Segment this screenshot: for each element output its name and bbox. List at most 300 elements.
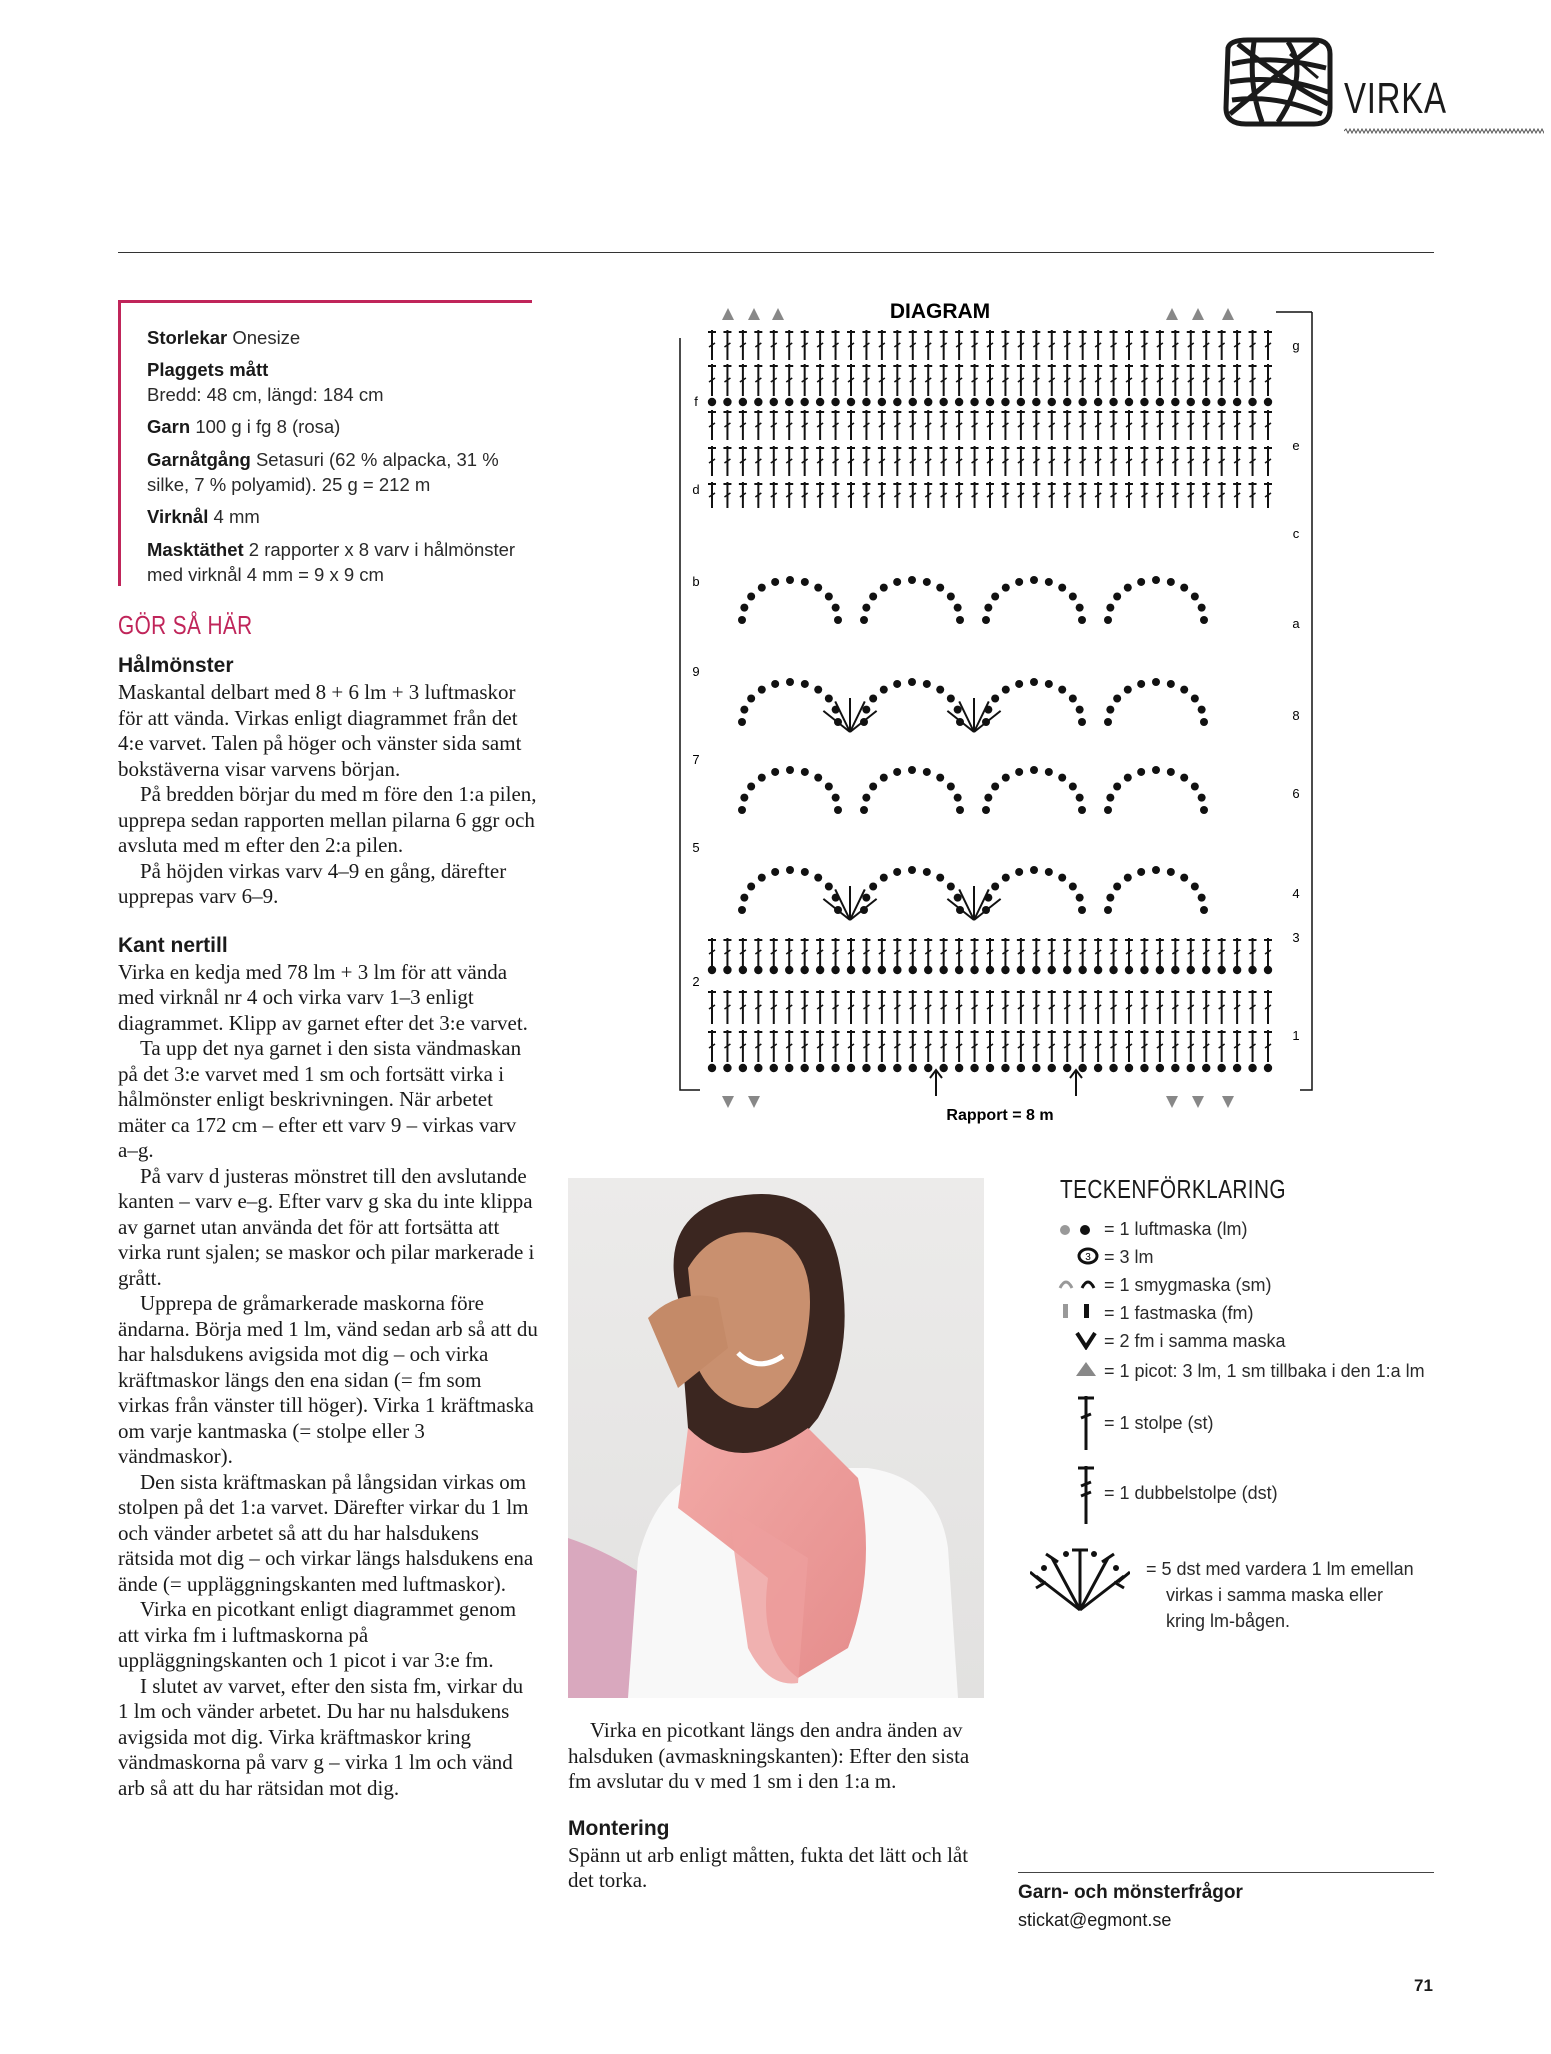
- chain-mark: [1187, 966, 1195, 974]
- chain-mark: [954, 706, 962, 714]
- chain-mark: [739, 966, 747, 974]
- chain-mark: [1048, 398, 1056, 406]
- chain-mark: [909, 398, 917, 406]
- chain-mark: [1113, 882, 1121, 890]
- chain-mark: [801, 680, 809, 688]
- chain-mark: [869, 592, 877, 600]
- chain-mark: [1017, 1064, 1025, 1072]
- chain-mark: [831, 966, 839, 974]
- chain-mark: [947, 592, 955, 600]
- chain-mark: [771, 680, 779, 688]
- chain-mark: [825, 782, 833, 790]
- chain-mark: [862, 794, 870, 802]
- slip-stitch-icon: [1058, 1276, 1100, 1292]
- chain-mark: [1152, 678, 1160, 686]
- chain-mark: [862, 398, 870, 406]
- chain-mark: [893, 966, 901, 974]
- chain-mark: [1140, 966, 1148, 974]
- section-heading: GÖR SÅ HÄR: [118, 610, 253, 640]
- row-label-left: b: [692, 574, 700, 589]
- chain-mark: [1104, 806, 1112, 814]
- chain-mark: [1078, 806, 1086, 814]
- picot-mark: [1192, 1096, 1204, 1108]
- chain-mark: [1015, 578, 1023, 586]
- chain-mark: [770, 966, 778, 974]
- chain-mark: [785, 966, 793, 974]
- chain-mark: [747, 882, 755, 890]
- model-photo: [568, 1178, 984, 1698]
- chain-mark: [1180, 584, 1188, 592]
- info-storlek: Storlekar Onesize: [147, 327, 301, 348]
- chain-mark: [1002, 874, 1010, 882]
- chain-mark: [708, 966, 716, 974]
- chain-mark: [1113, 694, 1121, 702]
- fan-stitch-icon: [1030, 1546, 1130, 1614]
- chain-mark: [1124, 584, 1132, 592]
- section-label: VIRKA: [1344, 74, 1447, 123]
- chain-mark: [747, 592, 755, 600]
- chain-mark: [708, 398, 716, 406]
- chain-mark: [1152, 766, 1160, 774]
- legend-st: = 1 stolpe (st): [1104, 1413, 1214, 1433]
- chain-mark: [1078, 1064, 1086, 1072]
- chain-mark: [947, 694, 955, 702]
- chain-mark: [869, 882, 877, 890]
- chain-mark: [1152, 866, 1160, 874]
- chain-mark: [1137, 578, 1145, 586]
- frame-right: [1300, 312, 1312, 1090]
- chain-mark: [860, 806, 868, 814]
- heading-montering: Montering: [568, 1816, 670, 1840]
- chain-mark: [1202, 1064, 1210, 1072]
- heading-halmonster: Hålmönster: [118, 654, 234, 677]
- chain-mark: [880, 686, 888, 694]
- chain-mark: [909, 966, 917, 974]
- chain-mark: [1104, 718, 1112, 726]
- chain-mark: [785, 1064, 793, 1072]
- chain-mark: [1017, 966, 1025, 974]
- left-column: [118, 652, 538, 1801]
- double-crochet-icon: [1074, 1394, 1098, 1454]
- contact-email[interactable]: stickat@egmont.se: [1018, 1910, 1172, 1930]
- chain-mark: [834, 616, 842, 624]
- chain-mark: [862, 706, 870, 714]
- legend-fan-line1: = 5 dst med vardera 1 lm emellan: [1146, 1559, 1414, 1579]
- chain-mark: [955, 966, 963, 974]
- chain-mark: [970, 1064, 978, 1072]
- chain-mark: [771, 768, 779, 776]
- chain-mark: [970, 398, 978, 406]
- chain-mark: [1264, 398, 1272, 406]
- chain-mark: [785, 398, 793, 406]
- chain-mark: [1233, 398, 1241, 406]
- chain-mark: [1076, 794, 1084, 802]
- chain-mark: [893, 1064, 901, 1072]
- legend-dst: = 1 dubbelstolpe (dst): [1104, 1483, 1278, 1503]
- chain-mark: [1069, 592, 1077, 600]
- heading-kant: Kant nertill: [118, 933, 228, 957]
- kant-p2: Ta upp det nya garnet i den sista vändmaskan på det 3:e varvet med 1 sm och fortsätt virka i hålmönster enligt beskrivningen. När arbetet mäter ca 172 cm – efter ett varv 9 – virkas varv a–g.: [118, 1036, 522, 1162]
- row-label-left: 2: [692, 974, 700, 989]
- chain-mark: [986, 966, 994, 974]
- chain-mark: [1191, 694, 1199, 702]
- halmonster-p2: På bredden börjar du med m före den 1:a pilen, upprepa sedan rapporten mellan pilarna 6 ggr och avsluta med m efter den 2:a pilen.: [118, 782, 537, 857]
- chain-mark: [740, 706, 748, 714]
- picot-mark: [1166, 1096, 1178, 1108]
- chain-mark: [1002, 584, 1010, 592]
- chain-mark: [862, 604, 870, 612]
- chain-mark: [739, 398, 747, 406]
- chain-mark: [1109, 398, 1117, 406]
- chain-mark: [786, 678, 794, 686]
- chain-mark: [1045, 868, 1053, 876]
- chain-mark: [991, 694, 999, 702]
- chain-mark: [1200, 906, 1208, 914]
- row-label-left: 9: [692, 664, 700, 679]
- chain-mark: [801, 768, 809, 776]
- chain-mark: [758, 686, 766, 694]
- chain-mark: [1248, 1064, 1256, 1072]
- chain-mark: [816, 398, 824, 406]
- chain-mark: [1030, 576, 1038, 584]
- row-label-right: c: [1292, 526, 1300, 541]
- contact-rule: [1018, 1872, 1434, 1873]
- chain-mark: [947, 882, 955, 890]
- chain-mark: [869, 782, 877, 790]
- chain-mark: [986, 398, 994, 406]
- chain-mark: [847, 966, 855, 974]
- chain-mark: [862, 1064, 870, 1072]
- row-label-right: a: [1292, 616, 1300, 631]
- three-chain-icon: [1076, 1246, 1100, 1266]
- chain-mark: [816, 1064, 824, 1072]
- chain-mark: [909, 1064, 917, 1072]
- chain-mark: [1078, 616, 1086, 624]
- legend-title: TECKENFÖRKLARING: [1060, 1174, 1286, 1204]
- chain-mark: [862, 966, 870, 974]
- row-label-right: e: [1292, 438, 1300, 453]
- chain-mark: [991, 882, 999, 890]
- chain-mark: [954, 894, 962, 902]
- chain-mark: [984, 794, 992, 802]
- chain-mark: [923, 680, 931, 688]
- chain-mark: [1217, 398, 1225, 406]
- chain-mark: [1045, 768, 1053, 776]
- row-label-right: 6: [1292, 786, 1300, 801]
- kant-p4: Upprepa de gråmarkerade maskorna före ändarna. Börja med 1 lm, vänd sedan arb så att du har halsdukens avigsida mot dig – och virka kräftmaskor längs den ena sidan (= fm som virkas från vänster till höger). Virka 1 kräftmaska om varje kantmaska (= stolpe eller 3 vändmaskor).: [118, 1291, 538, 1468]
- chain-mark: [1217, 1064, 1225, 1072]
- chain-mark: [893, 768, 901, 776]
- chain-mark: [1106, 604, 1114, 612]
- top-rule: [118, 252, 1434, 253]
- chain-mark: [816, 966, 824, 974]
- chain-mark: [1167, 578, 1175, 586]
- chain-mark: [738, 806, 746, 814]
- picot-mark: [748, 1096, 760, 1108]
- chain-mark: [1200, 718, 1208, 726]
- zigzag-divider: [1344, 128, 1544, 134]
- chain-mark: [923, 868, 931, 876]
- chain-mark: [878, 1064, 886, 1072]
- chain-mark: [982, 806, 990, 814]
- chain-mark: [847, 398, 855, 406]
- chain-mark: [1069, 882, 1077, 890]
- chain-mark: [956, 806, 964, 814]
- chain-mark: [1058, 686, 1066, 694]
- chain-mark: [825, 882, 833, 890]
- chain-mark: [723, 1064, 731, 1072]
- chain-mark: [1125, 1064, 1133, 1072]
- legend-sm: = 1 smygmaska (sm): [1104, 1275, 1272, 1295]
- chain-mark: [740, 794, 748, 802]
- chain-mark: [924, 966, 932, 974]
- chain-mark: [939, 398, 947, 406]
- chain-mark: [991, 592, 999, 600]
- picot-mark: [1222, 308, 1234, 320]
- legend-picot: = 1 picot: 3 lm, 1 sm tillbaka i den 1:a lm: [1104, 1361, 1425, 1381]
- svg-text:3: 3: [1085, 1252, 1091, 1263]
- chain-mark: [831, 398, 839, 406]
- diagram-title: DIAGRAM: [889, 300, 991, 323]
- chain-mark: [1017, 398, 1025, 406]
- picot-mark: [722, 308, 734, 320]
- chain-mark: [758, 584, 766, 592]
- chain-mark: [1104, 616, 1112, 624]
- chain-mark: [860, 616, 868, 624]
- row-label-right: 4: [1292, 886, 1300, 901]
- yarn-ball-icon: [1218, 34, 1336, 130]
- chain-mark: [1198, 604, 1206, 612]
- chain-mark: [1078, 398, 1086, 406]
- chain-mark: [1233, 1064, 1241, 1072]
- chain-mark: [1078, 906, 1086, 914]
- chain-mark: [1078, 966, 1086, 974]
- chain-mark: [893, 578, 901, 586]
- chain-mark: [1124, 774, 1132, 782]
- picot-mark: [748, 308, 760, 320]
- chain-mark: [1124, 686, 1132, 694]
- chain-mark: [747, 782, 755, 790]
- chain-mark: [723, 966, 731, 974]
- chain-mark: [1106, 794, 1114, 802]
- chain-mark: [1200, 806, 1208, 814]
- chain-mark: [1137, 680, 1145, 688]
- chain-mark: [1264, 1064, 1272, 1072]
- rapport-arrow-right: [1070, 1070, 1082, 1096]
- chain-mark: [908, 678, 916, 686]
- chain-mark: [800, 1064, 808, 1072]
- chain-mark: [1106, 894, 1114, 902]
- chain-mark: [970, 966, 978, 974]
- chain-mark: [825, 694, 833, 702]
- chain-mark: [1125, 966, 1133, 974]
- chain-mark: [982, 616, 990, 624]
- two-sc-icon: [1074, 1330, 1098, 1350]
- chain-mark: [1140, 1064, 1148, 1072]
- chain-mark: [880, 874, 888, 882]
- chain-mark: [1076, 604, 1084, 612]
- chain-mark: [1167, 868, 1175, 876]
- chain-mark: [923, 768, 931, 776]
- chain-mark: [936, 774, 944, 782]
- chain-mark: [893, 868, 901, 876]
- single-crochet-icon: [1060, 1302, 1096, 1320]
- legend-lm: = 1 luftmaska (lm): [1104, 1219, 1248, 1239]
- chain-mark: [1217, 966, 1225, 974]
- chain-mark: [1030, 766, 1038, 774]
- chain-mark: [1125, 398, 1133, 406]
- chain-mark: [786, 766, 794, 774]
- chain-stitch-icon: [1058, 1222, 1098, 1238]
- chain-mark: [1030, 678, 1038, 686]
- chain-mark: [738, 906, 746, 914]
- chain-mark: [1137, 868, 1145, 876]
- info-box: [118, 300, 532, 586]
- chain-mark: [1094, 398, 1102, 406]
- chain-mark: [1094, 1064, 1102, 1072]
- chain-mark: [1156, 398, 1164, 406]
- row-label-right: g: [1292, 338, 1300, 353]
- chain-mark: [1032, 966, 1040, 974]
- chain-mark: [1002, 686, 1010, 694]
- chain-mark: [814, 686, 822, 694]
- chain-mark: [754, 966, 762, 974]
- chain-mark: [936, 874, 944, 882]
- chain-mark: [1171, 398, 1179, 406]
- chain-mark: [754, 1064, 762, 1072]
- chain-mark: [738, 718, 746, 726]
- chain-mark: [1032, 1064, 1040, 1072]
- chain-mark: [939, 966, 947, 974]
- legend-fm2: = 2 fm i samma maska: [1104, 1331, 1286, 1351]
- chain-mark: [1002, 774, 1010, 782]
- chain-mark: [1198, 706, 1206, 714]
- chain-mark: [832, 794, 840, 802]
- chain-mark: [1058, 584, 1066, 592]
- chain-mark: [832, 604, 840, 612]
- chain-mark: [754, 398, 762, 406]
- chain-mark: [1001, 966, 1009, 974]
- chain-mark: [1198, 794, 1206, 802]
- info-masktathet: Masktäthet 2 rapporter x 8 varv i hålmönster med virknål 4 mm = 9 x 9 cm: [147, 539, 516, 585]
- info-matt: Plaggets mått Bredd: 48 cm, längd: 184 cm: [147, 359, 384, 405]
- chain-mark: [1063, 398, 1071, 406]
- chain-mark: [956, 616, 964, 624]
- chain-mark: [1167, 768, 1175, 776]
- chain-mark: [1001, 1064, 1009, 1072]
- chain-mark: [1048, 1064, 1056, 1072]
- picot-mark: [772, 308, 784, 320]
- chain-mark: [1248, 398, 1256, 406]
- chain-mark: [893, 398, 901, 406]
- chain-mark: [1167, 680, 1175, 688]
- chain-mark: [1156, 966, 1164, 974]
- chain-mark: [723, 398, 731, 406]
- chain-mark: [1058, 874, 1066, 882]
- chain-mark: [834, 806, 842, 814]
- kant-p3: På varv d justeras mönstret till den avslutande kanten – varv e–g. Efter varv g ska du inte klippa av garnet utan använda det för att fortsätta att virka runt sjalen; se maskor och pilar markerade i grått.: [118, 1163, 535, 1290]
- halmonster-p3: På höjden virkas varv 4–9 en gång, därefter upprepas varv 6–9.: [118, 858, 507, 908]
- chain-mark: [1140, 398, 1148, 406]
- chain-mark: [986, 1064, 994, 1072]
- chain-mark: [1058, 774, 1066, 782]
- chain-mark: [740, 604, 748, 612]
- chain-mark: [1109, 966, 1117, 974]
- chain-mark: [758, 774, 766, 782]
- chain-mark: [1187, 1064, 1195, 1072]
- chain-mark: [955, 398, 963, 406]
- chain-mark: [814, 774, 822, 782]
- picot-mark: [722, 1096, 734, 1108]
- chain-mark: [1048, 966, 1056, 974]
- row-label-left: f: [694, 394, 698, 409]
- chain-mark: [739, 1064, 747, 1072]
- chain-mark: [984, 604, 992, 612]
- chain-mark: [954, 794, 962, 802]
- chain-mark: [880, 774, 888, 782]
- legend-lm3: = 3 lm: [1104, 1247, 1154, 1267]
- chain-mark: [1187, 398, 1195, 406]
- middle-column: [568, 1718, 984, 1894]
- chain-mark: [908, 576, 916, 584]
- crochet-diagram: [640, 290, 1340, 1150]
- picot-mark: [1222, 1096, 1234, 1108]
- chain-mark: [1109, 1064, 1117, 1072]
- chain-mark: [1069, 782, 1077, 790]
- halmonster-p1: Maskantal delbart med 8 + 6 lm + 3 luftmaskor för att vända. Virkas enligt diagrammet från det 4:e varvet. Talen på höger och vänster sida samt bokstäverna visar varvens början.: [118, 680, 522, 781]
- chain-mark: [1076, 894, 1084, 902]
- chain-mark: [1180, 686, 1188, 694]
- chain-mark: [1152, 576, 1160, 584]
- chain-mark: [1015, 680, 1023, 688]
- chain-mark: [936, 584, 944, 592]
- chain-mark: [869, 694, 877, 702]
- row-label-left: 7: [692, 752, 700, 767]
- picot-mark: [1166, 308, 1178, 320]
- chain-mark: [1202, 398, 1210, 406]
- chain-mark: [1156, 1064, 1164, 1072]
- kant-p1: Virka en kedja med 78 lm + 3 lm för att vända med virknål nr 4 och virka varv 1–3 enligt diagrammet. Klipp av garnet efter det 3:e varvet.: [118, 959, 528, 1035]
- chain-mark: [786, 576, 794, 584]
- chain-mark: [738, 616, 746, 624]
- chain-mark: [1264, 966, 1272, 974]
- chain-mark: [1113, 592, 1121, 600]
- chain-mark: [1233, 966, 1241, 974]
- chain-mark: [847, 1064, 855, 1072]
- chain-mark: [758, 874, 766, 882]
- chain-mark: [800, 398, 808, 406]
- row-label-right: 1: [1292, 1028, 1300, 1043]
- chain-mark: [878, 398, 886, 406]
- chain-mark: [862, 894, 870, 902]
- diagram-rapport: Rapport = 8 m: [946, 1107, 1054, 1124]
- chain-mark: [1078, 718, 1086, 726]
- chain-mark: [770, 398, 778, 406]
- chain-mark: [1063, 966, 1071, 974]
- row-label-left: 5: [692, 840, 700, 855]
- row-label-right: 8: [1292, 708, 1300, 723]
- chain-mark: [1106, 706, 1114, 714]
- chain-mark: [1069, 694, 1077, 702]
- chain-mark: [954, 604, 962, 612]
- contact-title: Garn- och mönsterfrågor: [1018, 1882, 1243, 1903]
- chain-mark: [825, 592, 833, 600]
- chain-mark: [814, 584, 822, 592]
- chain-mark: [801, 578, 809, 586]
- chain-mark: [708, 1064, 716, 1072]
- row-label-left: d: [692, 482, 700, 497]
- chain-mark: [770, 1064, 778, 1072]
